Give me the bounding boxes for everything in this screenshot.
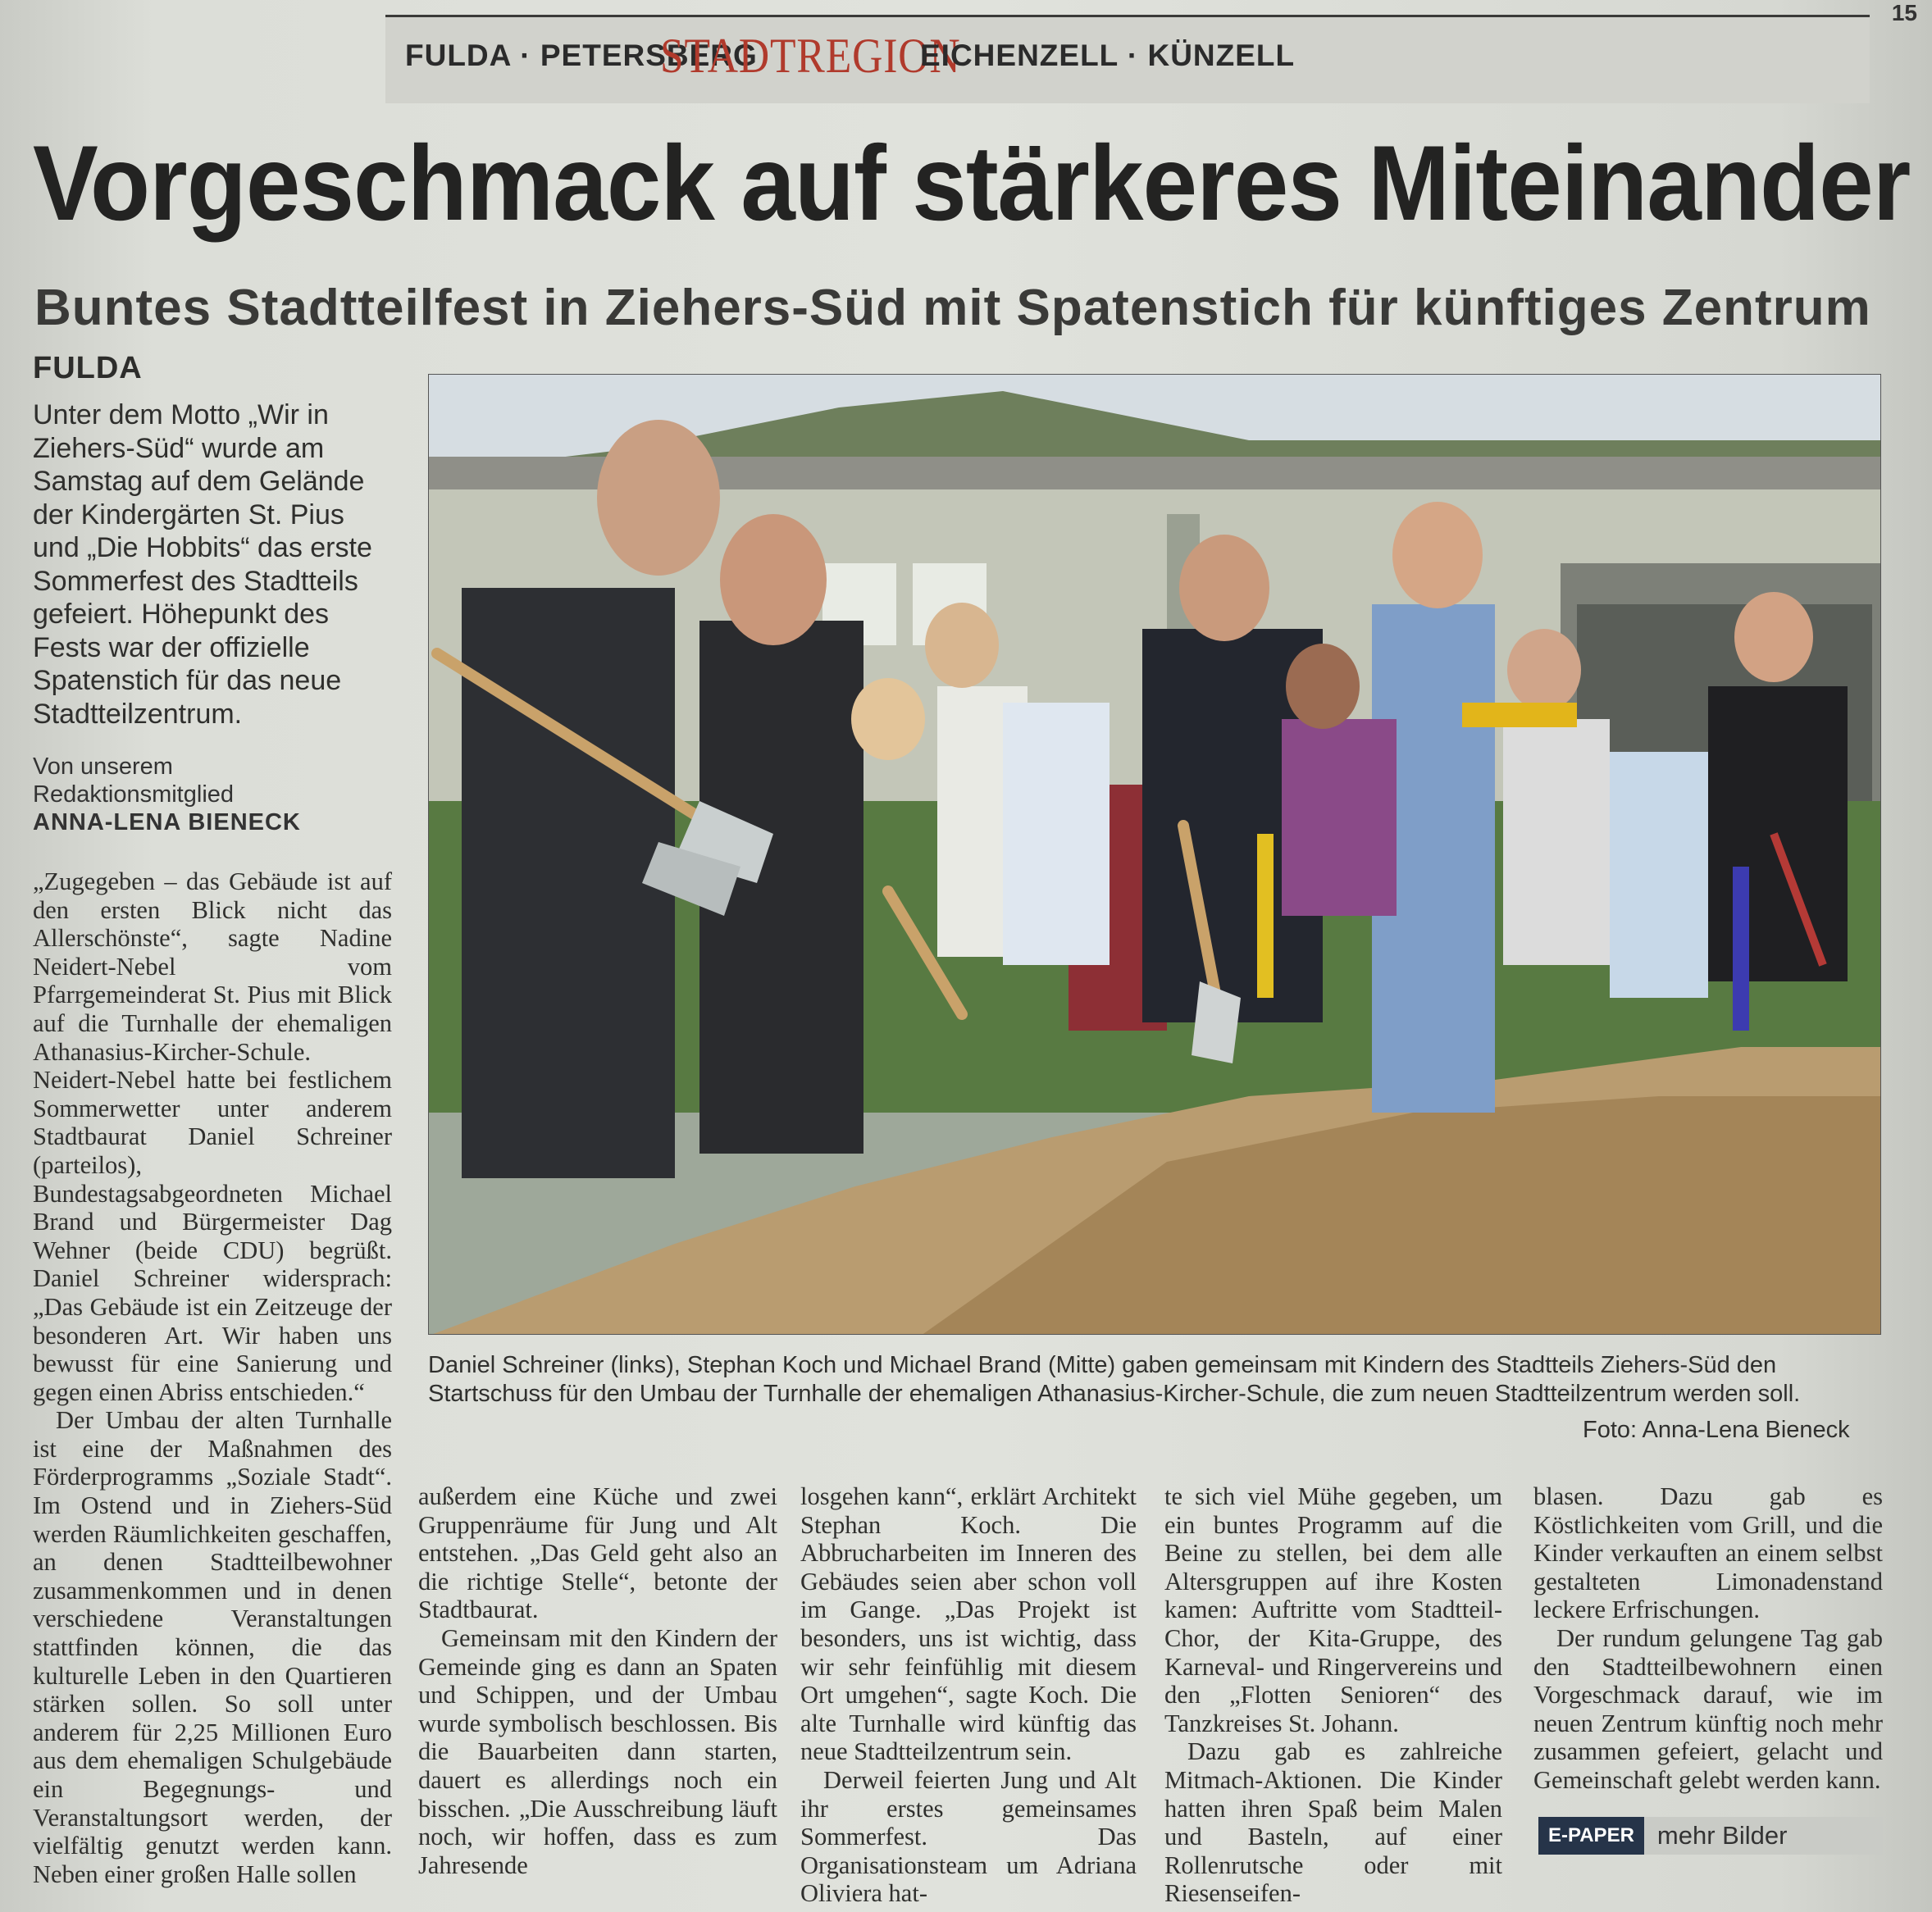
byline-line-2: Redaktionsmitglied <box>33 781 235 808</box>
header-rule <box>385 15 1870 17</box>
dateline: FULDA <box>33 351 143 385</box>
paragraph: Gemeinsam mit den Kindern der Gemeinde ging es dann an Spaten und Schippen, und der Umbau wurde symbolisch beschlossen. Bis die Bauarbeiten dann starten, dauert es allerdings noch ein bisschen. „Die Ausschreibung läuft noch, wir hoffen, dass es zum Jahresende <box>418 1623 777 1879</box>
photo-illustration <box>429 375 1881 1335</box>
epaper-badge: E-PAPER <box>1538 1817 1644 1855</box>
article-headline: Vorgeschmack auf stärkeres Miteinander <box>33 123 1911 243</box>
article-column-5 <box>1533 1482 1883 1795</box>
article-column-4 <box>1164 1482 1502 1908</box>
article-subheadline: Buntes Stadtteilfest in Ziehers-Süd mit Spatenstich für künftiges Zentrum <box>34 280 1871 336</box>
header-section-title: STADTREGION <box>660 28 961 83</box>
paragraph: Dazu gab es zahlreiche Mitmach-Aktionen. Die Kinder hatten ihren Spaß beim Malen und Basteln, auf einer Rollenrutsche oder mit Riesenseifen- <box>1164 1737 1502 1908</box>
epaper-link-text: mehr Bilder <box>1656 1821 1788 1850</box>
paragraph: Der Umbau der alten Turnhalle ist eine der Maßnahmen des Förderprogramms „Soziale Stadt“. Im Ostend und in Ziehers-Süd werden Räumlichkeiten geschaffen, an denen Stadtteilbewohner zusammenkommen und in denen verschiedene Veranstaltungen stattfinden können, die das kulturelle Leben in den Quartieren stärken sollen. So soll unter anderem für 2,25 Millionen Euro aus dem ehemaligen Schulgebäude ein Begegnungs- und Veranstaltungsort werden, der vielfältig genutzt werden kann. Neben einer großen Halle sollen <box>33 1406 392 1888</box>
byline <box>33 753 394 836</box>
header-region-left: FULDA · PETERSBERG <box>405 39 758 72</box>
header-region-right: EICHENZELL · KÜNZELL <box>920 39 1296 72</box>
article-photo <box>428 374 1881 1335</box>
page-number: 15 <box>1891 0 1917 25</box>
article-column-3 <box>800 1482 1137 1908</box>
paragraph: blasen. Dazu gab es Köstlichkeiten vom Grill, und die Kinder verkauften an einem selbst gestalteten Limonadenstand leckere Erfrischungen. <box>1533 1482 1883 1624</box>
photo-caption: Daniel Schreiner (links), Stephan Koch und Michael Brand (Mitte) gaben gemeinsam mit Kindern des Stadtteils Ziehers-Süd den Startschuss für den Umbau der Turnhalle der ehemaligen Athanasius-Kircher-Schule, die zum neuen Stadtteilzentrum werden soll. <box>428 1352 1801 1407</box>
paragraph: Derweil feierten Jung und Alt ihr erstes gemeinsames Sommerfest. Das Organisationsteam um Adriana Oliviera hat- <box>800 1765 1137 1908</box>
article-column-1 <box>33 867 392 1888</box>
paragraph: außerdem eine Küche und zwei Gruppenräume für Jung und Alt entstehen. „Das Geld geht also an die richtige Stelle“, betonte der Stadtbaurat. <box>418 1482 777 1624</box>
article-column-2 <box>418 1482 777 1879</box>
paragraph: te sich viel Mühe gegeben, um ein buntes Programm auf die Beine zu stellen, bei dem alle Altersgruppen auf ihre Kosten kamen: Auftritte vom Stadtteil-Chor, der Kita-Gruppe, des Karneval- und Ringervereins und den „Flotten Senioren“ des Tanzkreises St. Johann. <box>1164 1482 1502 1737</box>
paragraph: losgehen kann“, erklärt Architekt Stephan Koch. Die Abbrucharbeiten im Inneren des Gebäudes seien aber schon voll im Gange. „Das Projekt ist besonders, uns ist wichtig, dass wir sehr feinfühlig mit diesem Ort umgehen“, sagte Koch. Die alte Turnhalle wird künftig das neue Stadtteilzentrum sein. <box>800 1482 1137 1766</box>
article-lead: Unter dem Motto „Wir in Ziehers-Süd“ wurde am Samstag auf dem Gelände der Kindergärten St. Pius und „Die Hobbits“ das erste Sommerfest des Stadtteils gefeiert. Höhepunkt des Fests war der offizielle Spatenstich für das neue Stadtteilzentrum. <box>33 399 372 730</box>
byline-author: ANNA-LENA BIENECK <box>33 809 301 835</box>
byline-line-1: Von unserem <box>33 753 173 780</box>
epaper-more-pictures-link[interactable] <box>1538 1817 1883 1855</box>
paragraph: „Zugegeben – das Gebäude ist auf den ersten Blick nicht das Allerschönste“, sagte Nadine Neidert-Nebel vom Pfarrgemeinderat St. Pius mit Blick auf die Turnhalle der ehemaligen Athanasius-Kircher-Schule. Neidert-Nebel hatte bei festlichem Sommerwetter unter anderem Stadtbaurat Daniel Schreiner (parteilos), Bundestagsabgeordneten Michael Brand und Bürgermeister Dag Wehner (beide CDU) begrüßt. Daniel Schreiner widersprach: „Das Gebäude ist ein Zeitzeuge der besonderen Art. Wir haben uns bewusst für eine Sanierung und gegen einen Abriss entschieden.“ <box>33 867 392 1406</box>
photo-credit: Foto: Anna-Lena Bieneck <box>1583 1417 1850 1443</box>
paragraph: Der rundum gelungene Tag gab den Stadtteilbewohnern einen Vorgeschmack darauf, wie im neuen Zentrum künftig noch mehr zusammen gefeiert, gelacht und Gemeinschaft gelebt werden kann. <box>1533 1623 1883 1794</box>
